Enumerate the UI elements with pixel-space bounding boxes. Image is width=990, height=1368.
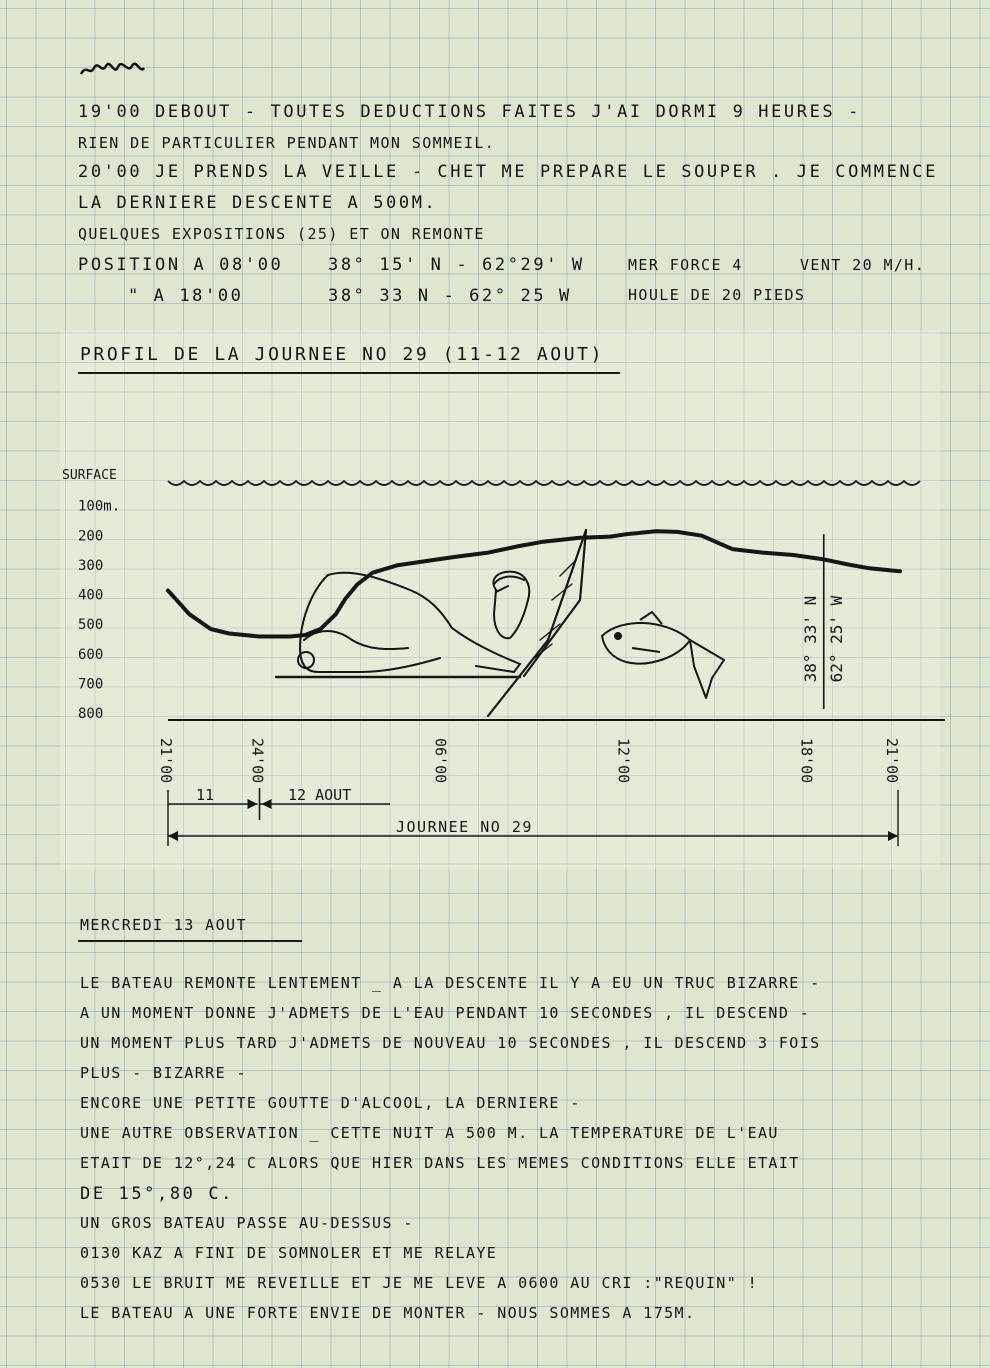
position-label-1: POSITION A 08'00 xyxy=(78,255,284,275)
x-tick-label: 21'00 xyxy=(157,738,175,784)
position-sea-1: MER FORCE 4 xyxy=(628,256,743,274)
x-tick-label: 24'00 xyxy=(248,738,267,784)
header-line-3: 20'00 JE PRENDS LA VEILLE - CHET ME PREPARE LE SOUPER . JE COMMENCE xyxy=(78,162,938,182)
body-line-7: ETAIT DE 12°,24 C ALORS QUE HIER DANS LES MEMES CONDITIONS ELLE ETAIT xyxy=(80,1154,800,1172)
section-title-underline xyxy=(78,940,302,942)
x-tick-label: 18'00 xyxy=(797,738,816,784)
arrowhead-icon xyxy=(888,831,898,841)
y-tick-label: 200 xyxy=(78,528,104,545)
body-line-5: ENCORE UNE PETITE GOUTTE D'ALCOOL, LA DERNIERE - xyxy=(80,1094,581,1112)
surface-wave-line xyxy=(168,481,920,485)
y-tick-label: 500 xyxy=(78,617,104,634)
body-line-12: LE BATEAU A UNE FORTE ENVIE DE MONTER - NOUS SOMMES A 175M. xyxy=(80,1304,696,1322)
position-coords-1: 38° 15' N - 62°29' W xyxy=(328,255,585,275)
position-sea-2: HOULE DE 20 PIEDS xyxy=(628,286,806,304)
position-wind-1: VENT 20 M/H. xyxy=(800,256,926,274)
header-line-4: LA DERNIERE DESCENTE A 500M. xyxy=(78,193,438,213)
position-marker-label: 62° 25' W xyxy=(826,595,846,683)
section-title: MERCREDI 13 AOUT xyxy=(80,916,247,934)
diver-head xyxy=(493,572,529,639)
fish-tail xyxy=(690,640,724,698)
fish-gill xyxy=(632,648,660,652)
y-tick-label: 700 xyxy=(78,676,104,693)
diver-hair xyxy=(494,577,524,592)
arrowhead-icon xyxy=(262,799,272,809)
arrowhead-icon xyxy=(168,831,178,841)
x-tick-label: 06'00 xyxy=(431,738,450,784)
header-line-2: RIEN DE PARTICULIER PENDANT MON SOMMEIL. xyxy=(78,134,496,152)
y-tick-label: 300 xyxy=(78,557,104,574)
body-line-2: A UN MOMENT DONNE J'ADMETS DE L'EAU PENDANT 10 SECONDES , IL DESCEND - xyxy=(80,1004,811,1022)
diver-shin xyxy=(318,658,440,672)
position-label-2: " A 18'00 xyxy=(128,286,244,306)
body-line-1: LE BATEAU REMONTE LENTEMENT _ A LA DESCENTE IL Y A EU UN TRUC BIZARRE - xyxy=(80,974,821,992)
body-line-11: 0530 LE BRUIT ME REVEILLE ET JE ME LEVE A 0600 AU CRI :"REQUIN" ! xyxy=(80,1274,758,1292)
body-line-4: PLUS - BIZARRE - xyxy=(80,1064,247,1082)
body-line-6: UNE AUTRE OBSERVATION _ CETTE NUIT A 500 M. LA TEMPERATURE DE L'EAU xyxy=(80,1124,779,1142)
body-line-8: DE 15°,80 C. xyxy=(80,1184,235,1204)
fish-body xyxy=(602,623,690,664)
y-tick-label: 800 xyxy=(78,706,104,722)
porthole-frame-left xyxy=(488,530,586,716)
span-label-total: JOURNEE NO 29 xyxy=(396,818,533,836)
span-label-right: 12 AOUT xyxy=(288,786,352,804)
position-coords-2: 38° 33 N - 62° 25 W xyxy=(328,286,572,306)
y-tick-label: 400 xyxy=(78,587,104,604)
y-label-surface: SURFACE xyxy=(62,468,117,483)
x-tick-label: 21'00 xyxy=(883,738,901,784)
body-line-3: UN MOMENT PLUS TARD J'ADMETS DE NOUVEAU 10 SECONDES , IL DESCEND 3 FOIS xyxy=(80,1034,821,1052)
diver-illustration-icon xyxy=(276,530,586,716)
diver-arm xyxy=(452,628,520,672)
x-tick-label: 12'00 xyxy=(614,738,633,784)
porthole-frame-right xyxy=(524,530,586,676)
body-line-10: 0130 KAZ A FINI DE SOMNOLER ET ME RELAYE xyxy=(80,1244,498,1262)
span-label-left: 11 xyxy=(196,786,215,804)
diver-foot xyxy=(298,652,314,668)
position-marker-label: 38° 33' N xyxy=(800,595,820,683)
profile-title: PROFIL DE LA JOURNEE NO 29 (11-12 AOUT) xyxy=(80,344,605,365)
fish-icon xyxy=(602,612,724,698)
depth-profile-line xyxy=(168,531,900,636)
header-line-5: QUELQUES EXPOSITIONS (25) ET ON REMONTE xyxy=(78,225,485,243)
y-tick-label: 100m. xyxy=(78,498,121,515)
fish-eye xyxy=(615,633,621,639)
diver-thigh xyxy=(304,631,408,649)
body-line-9: UN GROS BATEAU PASSE AU-DESSUS - xyxy=(80,1214,414,1232)
arrowhead-icon xyxy=(248,799,258,809)
y-tick-label: 600 xyxy=(78,646,104,663)
header-line-1: 19'00 DEBOUT - TOUTES DEDUCTIONS FAITES J'AI DORMI 9 HEURES - xyxy=(78,102,861,122)
